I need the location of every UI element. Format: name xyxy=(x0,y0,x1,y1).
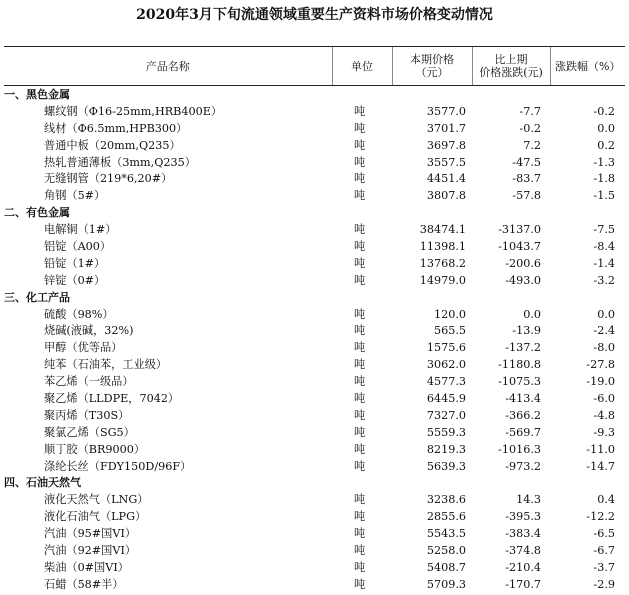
change-cell: -3137.0 xyxy=(498,223,541,237)
table-row xyxy=(4,356,625,373)
product-name-cell: 烧碱(液碱，32%) xyxy=(44,324,134,338)
price-cell: 5258.0 xyxy=(426,543,466,557)
pct-cell: -6.7 xyxy=(593,543,615,557)
category-row xyxy=(4,474,625,491)
unit-cell: 吨 xyxy=(354,408,366,422)
table-row xyxy=(4,491,625,508)
unit-cell: 吨 xyxy=(354,358,366,372)
pct-cell: -1.5 xyxy=(593,189,615,203)
table-row xyxy=(4,458,625,475)
product-name-cell: 锌锭（0#） xyxy=(44,273,106,287)
table-row xyxy=(4,306,625,323)
product-name-cell: 热轧普通薄板（3mm,Q235） xyxy=(44,155,196,169)
unit-cell: 吨 xyxy=(354,239,366,253)
table-row xyxy=(4,373,625,390)
pct-cell: -19.0 xyxy=(586,375,615,389)
change-cell: -383.4 xyxy=(505,527,541,541)
table-row xyxy=(4,576,625,593)
price-cell: 3701.7 xyxy=(426,121,466,135)
product-name-cell: 液化天然气（LNG） xyxy=(44,493,149,507)
category-label: 四、石油天然气 xyxy=(4,476,81,490)
pct-cell: -12.2 xyxy=(586,510,615,524)
unit-cell: 吨 xyxy=(354,324,366,338)
price-cell: 3807.8 xyxy=(426,189,466,203)
header-name: 产品名称 xyxy=(4,47,332,86)
pct-cell: -2.9 xyxy=(593,577,615,591)
change-cell: -413.4 xyxy=(505,391,541,405)
price-cell: 4577.3 xyxy=(426,375,466,389)
pct-cell: -14.7 xyxy=(586,459,615,473)
table-row xyxy=(4,238,625,255)
table-row xyxy=(4,508,625,525)
change-cell: -1180.8 xyxy=(498,358,541,372)
page-title: 2020年3月下旬流通领域重要生产资料市场价格变动情况 xyxy=(136,7,493,23)
unit-cell: 吨 xyxy=(354,375,366,389)
price-cell: 3577.0 xyxy=(426,104,466,118)
unit-cell: 吨 xyxy=(354,510,366,524)
change-cell: 14.3 xyxy=(516,493,541,507)
product-name-cell: 硫酸（98%） xyxy=(44,307,114,321)
header-price: 本期价格 （元） xyxy=(392,47,472,86)
product-name-cell: 汽油（92#国VI） xyxy=(44,543,137,557)
product-name-cell: 聚氯乙烯（SG5） xyxy=(44,425,135,439)
product-name-cell: 铅锭（1#） xyxy=(44,256,106,270)
unit-cell: 吨 xyxy=(354,121,366,135)
product-name-cell: 石蜡（58#半） xyxy=(44,577,124,591)
table-row xyxy=(4,187,625,204)
unit-cell: 吨 xyxy=(354,459,366,473)
pct-cell: -0.2 xyxy=(593,104,615,118)
pct-cell: -6.0 xyxy=(593,391,615,405)
change-cell: -1016.3 xyxy=(498,442,541,456)
change-cell: -1075.3 xyxy=(498,375,541,389)
pct-cell: -2.4 xyxy=(593,324,615,338)
price-cell: 1575.6 xyxy=(426,341,466,355)
table-row xyxy=(4,221,625,238)
unit-cell: 吨 xyxy=(354,138,366,152)
price-cell: 5408.7 xyxy=(426,560,466,574)
product-name-cell: 铝锭（A00） xyxy=(44,239,112,253)
unit-cell: 吨 xyxy=(354,273,366,287)
product-name-cell: 聚丙烯（T30S） xyxy=(44,408,130,422)
price-cell: 120.0 xyxy=(433,307,466,321)
unit-cell: 吨 xyxy=(354,155,366,169)
table-row xyxy=(4,120,625,137)
price-cell: 5559.3 xyxy=(426,425,466,439)
pct-cell: -1.3 xyxy=(593,155,615,169)
price-cell: 5709.3 xyxy=(426,577,466,591)
price-cell: 6445.9 xyxy=(426,391,466,405)
unit-cell: 吨 xyxy=(354,543,366,557)
change-cell: -0.2 xyxy=(519,121,541,135)
price-cell: 11398.1 xyxy=(419,239,466,253)
table-row xyxy=(4,137,625,154)
unit-cell: 吨 xyxy=(354,577,366,591)
table-row xyxy=(4,559,625,576)
product-name-cell: 角钢（5#） xyxy=(44,189,106,203)
change-cell: -137.2 xyxy=(505,341,541,355)
table-row xyxy=(4,272,625,289)
unit-cell: 吨 xyxy=(354,307,366,321)
change-cell: -83.7 xyxy=(512,172,541,186)
product-name-cell: 涤纶长丝（FDY150D/96F） xyxy=(44,459,192,473)
unit-cell: 吨 xyxy=(354,104,366,118)
unit-cell: 吨 xyxy=(354,189,366,203)
price-cell: 13768.2 xyxy=(419,256,466,270)
table-row xyxy=(4,170,625,187)
product-name-cell: 电解铜（1#） xyxy=(44,223,117,237)
unit-cell: 吨 xyxy=(354,256,366,270)
price-cell: 3062.0 xyxy=(426,358,466,372)
pct-cell: -9.3 xyxy=(593,425,615,439)
change-cell: -47.5 xyxy=(512,155,541,169)
pct-cell: 0.0 xyxy=(597,307,615,321)
change-cell: -493.0 xyxy=(505,273,541,287)
change-cell: 7.2 xyxy=(523,138,541,152)
change-cell: -366.2 xyxy=(505,408,541,422)
category-label: 二、有色金属 xyxy=(4,206,70,220)
pct-cell: -6.5 xyxy=(593,527,615,541)
change-cell: -973.2 xyxy=(505,459,541,473)
table-row xyxy=(4,542,625,559)
unit-cell: 吨 xyxy=(354,223,366,237)
table-row xyxy=(4,255,625,272)
table-row xyxy=(4,424,625,441)
table-row xyxy=(4,441,625,458)
category-row xyxy=(4,204,625,221)
product-name-cell: 柴油（0#国VI） xyxy=(44,560,129,574)
change-cell: -13.9 xyxy=(512,324,541,338)
unit-cell: 吨 xyxy=(354,172,366,186)
price-cell: 565.5 xyxy=(433,324,466,338)
change-cell: -1043.7 xyxy=(498,239,541,253)
table-header-row xyxy=(4,47,625,86)
pct-cell: 0.2 xyxy=(597,138,615,152)
category-label: 三、化工产品 xyxy=(4,290,70,304)
header-unit: 单位 xyxy=(332,47,392,86)
price-cell: 2855.6 xyxy=(426,510,466,524)
product-name-cell: 苯乙烯（一级品） xyxy=(44,375,134,389)
unit-cell: 吨 xyxy=(354,425,366,439)
category-row xyxy=(4,289,625,306)
unit-cell: 吨 xyxy=(354,442,366,456)
change-cell: -57.8 xyxy=(512,189,541,203)
price-table xyxy=(4,46,625,593)
product-name-cell: 顺丁胶（BR9000） xyxy=(44,442,146,456)
unit-cell: 吨 xyxy=(354,560,366,574)
change-cell: -200.6 xyxy=(505,256,541,270)
header-pct: 涨跌幅（%） xyxy=(550,47,625,86)
price-cell: 8219.3 xyxy=(426,442,466,456)
price-cell: 3238.6 xyxy=(426,493,466,507)
pct-cell: -1.8 xyxy=(593,172,615,186)
change-cell: -569.7 xyxy=(505,425,541,439)
product-name-cell: 无缝钢管（219*6,20#） xyxy=(44,172,173,186)
change-cell: -374.8 xyxy=(505,543,541,557)
table-row xyxy=(4,525,625,542)
category-row xyxy=(4,86,625,103)
product-name-cell: 螺纹钢（Φ16-25mm,HRB400E） xyxy=(44,104,223,118)
change-cell: -210.4 xyxy=(505,560,541,574)
pct-cell: -7.5 xyxy=(593,223,615,237)
product-name-cell: 普通中板（20mm,Q235） xyxy=(44,138,181,152)
pct-cell: -1.4 xyxy=(593,256,615,270)
price-cell: 3557.5 xyxy=(426,155,466,169)
price-cell: 14979.0 xyxy=(419,273,466,287)
pct-cell: -3.2 xyxy=(593,273,615,287)
product-name-cell: 液化石油气（LPG） xyxy=(44,510,147,524)
table-row xyxy=(4,103,625,120)
table-row xyxy=(4,154,625,171)
unit-cell: 吨 xyxy=(354,493,366,507)
change-cell: -7.7 xyxy=(519,104,541,118)
price-cell: 5639.3 xyxy=(426,459,466,473)
product-name-cell: 纯苯（石油苯，工业级） xyxy=(44,358,168,372)
unit-cell: 吨 xyxy=(354,391,366,405)
product-name-cell: 线材（Φ6.5mm,HPB300） xyxy=(44,121,188,135)
product-name-cell: 聚乙烯（LLDPE，7042） xyxy=(44,391,180,405)
product-name-cell: 汽油（95#国VI） xyxy=(44,527,137,541)
price-cell: 5543.5 xyxy=(426,527,466,541)
change-cell: -395.3 xyxy=(505,510,541,524)
pct-cell: -4.8 xyxy=(593,408,615,422)
pct-cell: -3.7 xyxy=(593,560,615,574)
change-cell: -170.7 xyxy=(505,577,541,591)
price-cell: 3697.8 xyxy=(426,138,466,152)
table-row xyxy=(4,322,625,339)
product-name-cell: 甲醇（优等品） xyxy=(44,341,123,355)
pct-cell: 0.0 xyxy=(597,121,615,135)
pct-cell: -27.8 xyxy=(586,358,615,372)
table-row xyxy=(4,390,625,407)
header-change: 比上期 价格涨跌(元) xyxy=(472,47,550,86)
unit-cell: 吨 xyxy=(354,527,366,541)
pct-cell: -11.0 xyxy=(586,442,615,456)
pct-cell: 0.4 xyxy=(597,493,615,507)
unit-cell: 吨 xyxy=(354,341,366,355)
price-cell: 7327.0 xyxy=(426,408,466,422)
category-label: 一、黑色金属 xyxy=(4,87,70,101)
table-body xyxy=(4,86,625,593)
table-row xyxy=(4,339,625,356)
price-cell: 38474.1 xyxy=(419,223,466,237)
pct-cell: -8.4 xyxy=(593,239,615,253)
change-cell: 0.0 xyxy=(523,307,541,321)
table-row xyxy=(4,407,625,424)
price-cell: 4451.4 xyxy=(426,172,466,186)
pct-cell: -8.0 xyxy=(593,341,615,355)
